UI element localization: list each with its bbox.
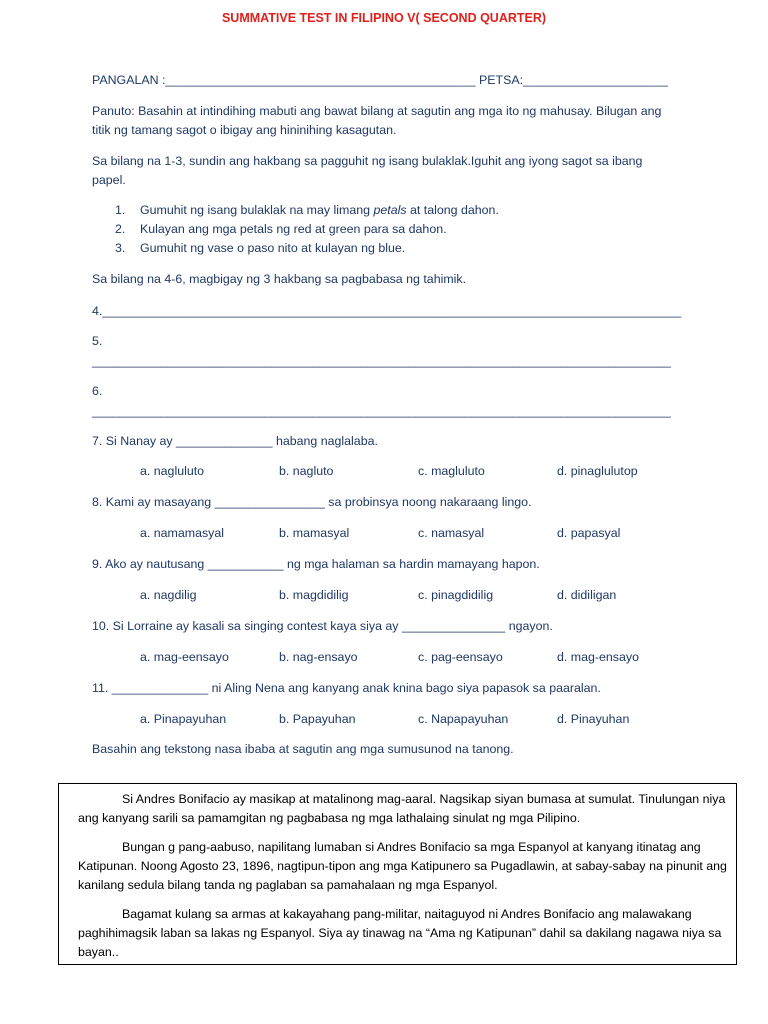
section1-intro: Sa bilang na 1-3, sundin ang hakbang sa pagguhit ng isang bulaklak.Iguhit ang iyong sagot sa ibang papel. <box>92 154 643 187</box>
step-text: Gumuhit ng isang bulaklak na may limang <box>140 203 374 217</box>
question-8: 8. Kami ay masayang ________________ sa probinsya noong nakaraang lingo. <box>92 495 532 509</box>
choice-11d[interactable]: d. Pinayuhan <box>557 712 630 726</box>
choice-11c[interactable]: c. Napapayuhan <box>418 712 509 726</box>
choice-7a[interactable]: a. nagluluto <box>140 464 205 478</box>
choice-8a[interactable]: a. namamasyal <box>140 526 225 540</box>
choice-11a[interactable]: a. Pinapayuhan <box>140 712 227 726</box>
step-text-end: at talong dahon. <box>406 203 499 217</box>
passage-paragraph-2: Bungan g pang-aabuso, napilitang lumaban si Andres Bonifacio sa mga Espanyol at kanyang itinatag ang Katipunan. Noong Agosto 23, 1896, nagtipun-tipon ang mga Katipunero sa Pugadlawin, at sabay-sabay na pinunit ang kanilang sedula bilang tanda ng paglaban sa pamahalaan ng mga Espanyol. <box>78 840 727 892</box>
answer-line-6[interactable]: ____________________________________________________________________________________ <box>92 404 671 418</box>
reading-passage-box <box>58 783 737 965</box>
choice-9c[interactable]: c. pinagdidilig <box>418 588 494 602</box>
page-title: SUMMATIVE TEST IN FILIPINO V( SECOND QUARTER) <box>221 11 547 25</box>
choice-10c[interactable]: c. pag-eensayo <box>418 650 503 664</box>
choice-9a[interactable]: a. nagdilig <box>140 588 197 602</box>
question-7: 7. Si Nanay ay ______________ habang naglalaba. <box>92 434 378 448</box>
instructions: Panuto: Basahin at intindihing mabuti ang bawat bilang at sagutin ang mga ito ng mahusay. Bilugan ang titik ng tamang sagot o ibigay ang hininihing kasagutan. <box>92 104 662 137</box>
answer-line-4[interactable]: 4.____________________________________________________________________________________ <box>92 304 682 318</box>
choice-7c[interactable]: c. magluluto <box>418 464 485 478</box>
choice-8d[interactable]: d. papasyal <box>557 526 621 540</box>
answer-label-5: 5. <box>92 334 103 348</box>
step-2 <box>115 222 447 236</box>
step-text: Kulayan ang mga petals ng red at green para sa dahon. <box>140 222 447 236</box>
section2-intro: Sa bilang na 4-6, magbigay ng 3 hakbang sa pagbabasa ng tahimik. <box>92 272 467 286</box>
passage-paragraph-3: Bagamat kulang sa armas at kakayahang pang-militar, naitaguyod ni Andres Bonifacio ang malawakang paghihimagsik laban sa lakas ng Espanyol. Siya ay tinawag na “Ama ng Katipunan” dahil sa dakilang nagawa niya sa bayan.. <box>78 907 722 959</box>
step-emphasis: petals <box>373 203 407 217</box>
reading-instruction: Basahin ang tekstong nasa ibaba at sagutin ang mga sumusunod na tanong. <box>92 742 514 756</box>
answer-line-5[interactable]: ____________________________________________________________________________________ <box>92 354 671 368</box>
step-text: Gumuhit ng vase o paso nito at kulayan ng blue. <box>140 241 406 255</box>
question-10: 10. Si Lorraine ay kasali sa singing contest kaya siya ay _______________ ngayon. <box>92 619 553 633</box>
step-1 <box>115 203 499 217</box>
choice-9b[interactable]: b. magdidilig <box>279 588 349 602</box>
question-9: 9. Ako ay nautusang ___________ ng mga halaman sa hardin mamayang hapon. <box>92 557 540 571</box>
step-number: 3. <box>115 241 126 255</box>
choice-9d[interactable]: d. didiligan <box>557 588 617 602</box>
choice-10a[interactable]: a. mag-eensayo <box>140 650 229 664</box>
name-date-line[interactable]: PANGALAN :_____________________________________________ PETSA:_____________________ <box>92 73 668 87</box>
choice-7d[interactable]: d. pinaglulutop <box>557 464 638 478</box>
choice-10d[interactable]: d. mag-ensayo <box>557 650 639 664</box>
step-number: 2. <box>115 222 126 236</box>
passage-paragraph-1: Si Andres Bonifacio ay masikap at matalinong mag-aaral. Nagsikap siyan bumasa at sumulat. Tinulungan niya ang kanyang sarili sa pamamgitan ng pagbabasa ng mga lathalaing sinulat ng mga Pilipino. <box>78 792 726 825</box>
step-number: 1. <box>115 203 126 217</box>
choice-8c[interactable]: c. namasyal <box>418 526 485 540</box>
choice-11b[interactable]: b. Papayuhan <box>279 712 356 726</box>
answer-label-6: 6. <box>92 384 103 398</box>
question-11: 11. ______________ ni Aling Nena ang kanyang anak knina bago siya papasok sa paaralan. <box>92 681 601 695</box>
choice-7b[interactable]: b. nagluto <box>279 464 334 478</box>
choice-10b[interactable]: b. nag-ensayo <box>279 650 358 664</box>
choice-8b[interactable]: b. mamasyal <box>279 526 350 540</box>
step-3 <box>115 241 405 255</box>
